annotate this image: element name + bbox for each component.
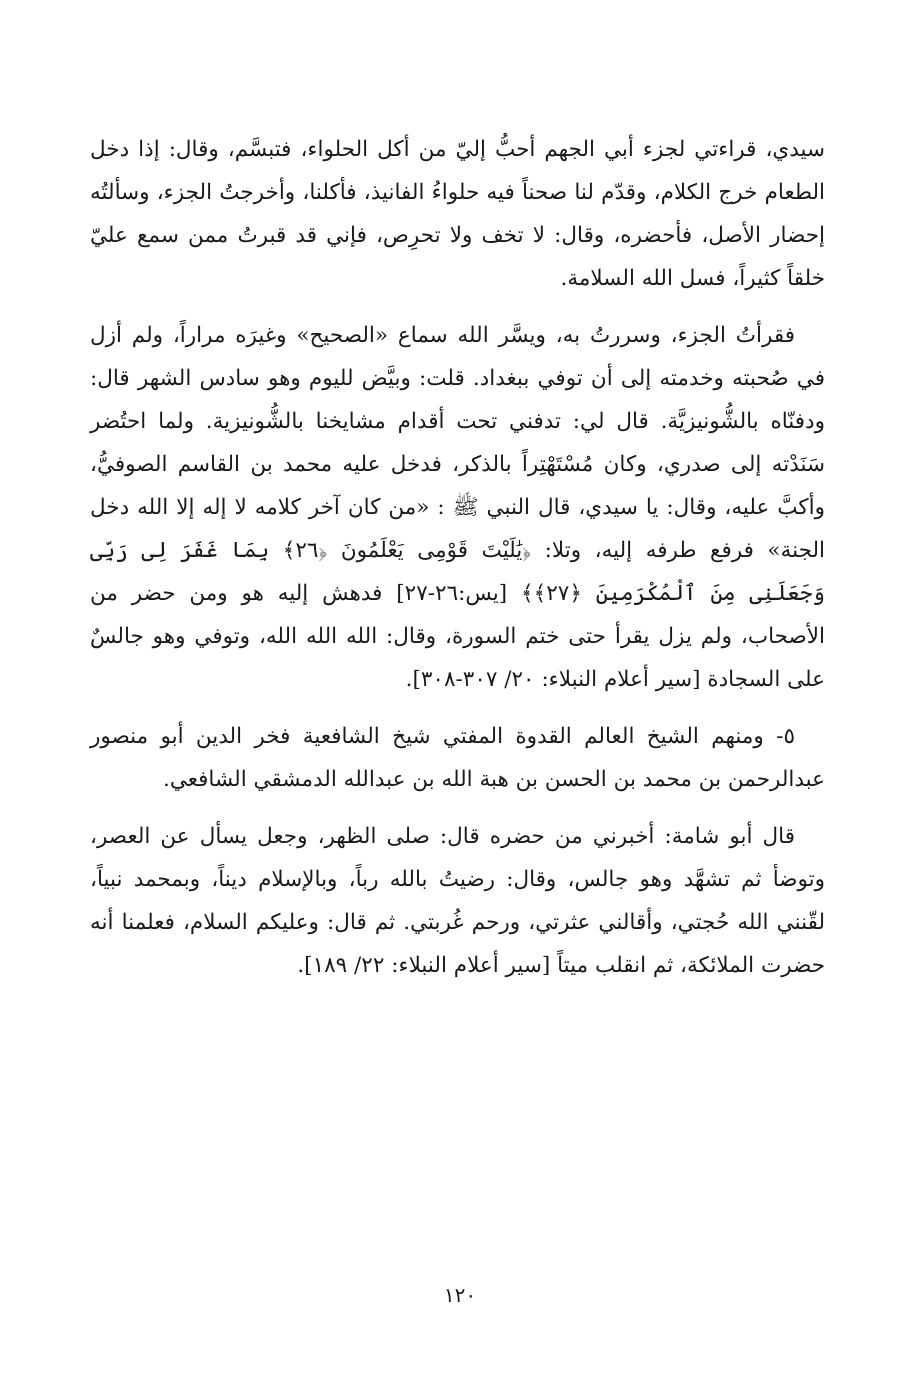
- page-number: ١٢٠: [443, 1283, 477, 1307]
- page-body: [90, 128, 825, 987]
- paragraph-gap: [90, 300, 825, 314]
- paragraph-gap: [90, 701, 825, 715]
- paragraph-3: ٥- ومنهم الشيخ العالم القدوة المفتي شيخ الشافعية فخر الدين أبو منصور عبدالرحمن بن محمد بن الحسن بن هبة الله بن عبدالله الدمشقي الشافعي.: [90, 724, 825, 792]
- paragraph-4: قال أبو شامة: أخبرني من حضره قال: صلى الظهر، وجعل يسأل عن العصر، وتوضأ ثم تشهَّد وهو جالس، وقال: رضيتُ بالله رباً، وبالإسلام ديناً، وبمحمد نبياً، لقّنني الله حُجتي، وأقالني عثرتي، ورحم غُربتي. ثم قال: وعليكم السلام، فعلمنا أنه حضرت الملائكة، ثم انقلب ميتاً [سير أعلام النبلاء: ٢٢/ ١٨٩].: [90, 824, 825, 978]
- paragraph-2: فقرأتُ الجزء، وسررتُ به، ويسَّر الله سماع «الصحيح» وغيرَه مراراً، ولم أزل في صُحبته وخدمته إلى أن توفي ببغداد. قلت: وبيَّض لليوم وهو سادس الشهر قال: ودفنّاه بالشُّونيزيَّة. قال لي: تدفني تحت أقدام مشايخنا بالشُّونيزية. ولما احتُضر سَنَدْته إلى صدري، وكان مُسْتَهْتِراً بالذكر، فدخل عليه محمد بن القاسم الصوفيُّ، وأكبَّ عليه، وقال: يا سيدي، قال النبي ﷺ : «من كان آخر كلامه لا إله إلا الله دخل الجنة» فرفع طرفه إليه، وتلا: ﴿يَٰلَيْتَ قَوْمِى يَعْلَمُونَ ﴿٢٦﴾ بِمَا غَفَرَ لِى رَبِّى وَجَعَلَنِى مِنَ ٱلْمُكْرَمِينَ ﴿٢٧﴾﴾ [يس:٢٦-٢٧] فدهش إليه هو ومن حضر من الأصحاب، ولم يزل يقرأ حتى ختم السورة، وقال: الله الله الله، وتوفي وهو جالسٌ على السجادة [سير أعلام النبلاء: ٢٠/ ٣٠٧-٣٠٨].: [90, 323, 825, 692]
- paragraph-1: سيدي، قراءتي لجزء أبي الجهم أحبُّ إليّ من أكل الحلواء، فتبسَّم، وقال: إذا دخل الطعام خرج الكلام، وقدّم لنا صحناً فيه حلواءُ الفانيذ، فأكلنا، وأخرجتُ الجزء، وسألتُه إحضار الأصل، فأحضره، وقال: لا تخف ولا تحرِص، فإني قد قبرتُ ممن سمع عليّ خلقاً كثيراً، فسل الله السلامة.: [90, 137, 825, 291]
- paragraph-gap: [90, 801, 825, 815]
